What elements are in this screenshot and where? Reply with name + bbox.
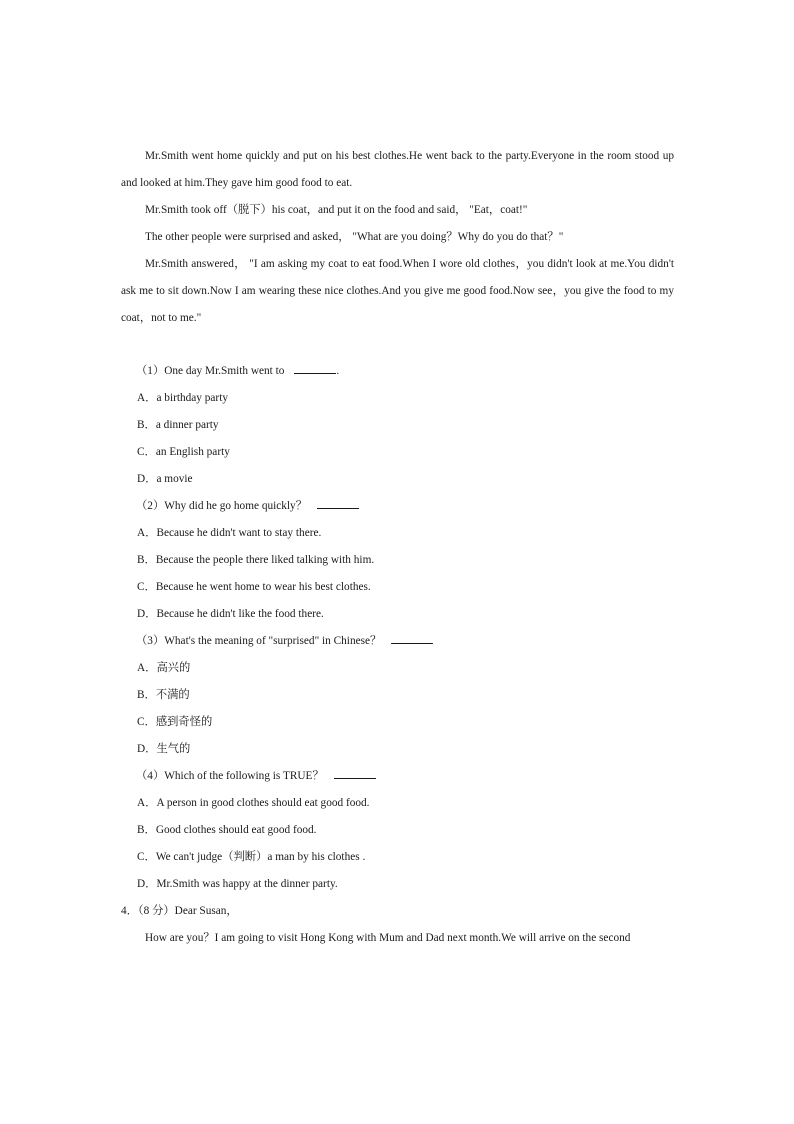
option-d[interactable]: D．Mr.Smith was happy at the dinner party. (137, 878, 338, 890)
item-heading: 4．（8 分）Dear Susan， (121, 905, 238, 917)
answer-blank[interactable] (334, 767, 376, 779)
question-2 (121, 493, 674, 628)
option-b[interactable]: B．a dinner party (137, 419, 219, 431)
option-b[interactable]: B．不满的 (137, 689, 190, 701)
answer-blank[interactable] (391, 632, 433, 644)
answer-blank[interactable] (317, 497, 359, 509)
option-d[interactable]: D．生气的 (137, 743, 191, 755)
option-b[interactable]: B．Good clothes should eat good food. (137, 824, 317, 836)
question-stem: （3）What's the meaning of "surprised" in Chinese？ (121, 628, 674, 655)
passage-paragraph-1: Mr.Smith went home quickly and put on his best clothes.He went back to the party.Everyone in the room stood up and looked at him.They gave him good food to eat. (121, 150, 674, 189)
passage-paragraph-4: Mr.Smith answered， "I am asking my coat to eat food.When I wore old clothes，you didn't look at me.You didn't ask me to sit down.Now I am wearing these nice clothes.And you give me good food.Now see，you give the food to my coat，not to me." (121, 258, 674, 324)
passage-paragraph-3: The other people were surprised and asked， "What are you doing？Why do you do that？" (145, 231, 564, 243)
answer-blank[interactable] (294, 362, 336, 374)
reading-passage (121, 143, 674, 332)
option-c[interactable]: C．感到奇怪的 (137, 716, 213, 728)
question-stem: （1）One day Mr.Smith went to . (121, 358, 674, 385)
option-c[interactable]: C．an English party (137, 446, 230, 458)
option-a[interactable]: A．A person in good clothes should eat good food. (137, 797, 370, 809)
option-a[interactable]: A．a birthday party (137, 392, 228, 404)
option-b[interactable]: B．Because the people there liked talking with him. (137, 554, 375, 566)
question-stem: （2）Why did he go home quickly？ (121, 493, 674, 520)
question-1 (121, 358, 674, 493)
option-c[interactable]: C．We can't judge（判断）a man by his clothes . (137, 851, 366, 863)
option-d[interactable]: D．a movie (137, 473, 193, 485)
question-4 (121, 763, 674, 898)
question-stem: （4）Which of the following is TRUE？ (121, 763, 674, 790)
passage-paragraph-2: Mr.Smith took off（脱下）his coat，and put it on the food and said， "Eat，coat!" (145, 204, 528, 216)
letter-first-line: How are you？I am going to visit Hong Kong with Mum and Dad next month.We will arrive on the second (145, 932, 631, 944)
question-3 (121, 628, 674, 763)
option-a[interactable]: A．Because he didn't want to stay there. (137, 527, 322, 539)
next-item (121, 898, 674, 952)
option-a[interactable]: A．高兴的 (137, 662, 191, 674)
option-c[interactable]: C．Because he went home to wear his best clothes. (137, 581, 371, 593)
option-d[interactable]: D．Because he didn't like the food there. (137, 608, 324, 620)
